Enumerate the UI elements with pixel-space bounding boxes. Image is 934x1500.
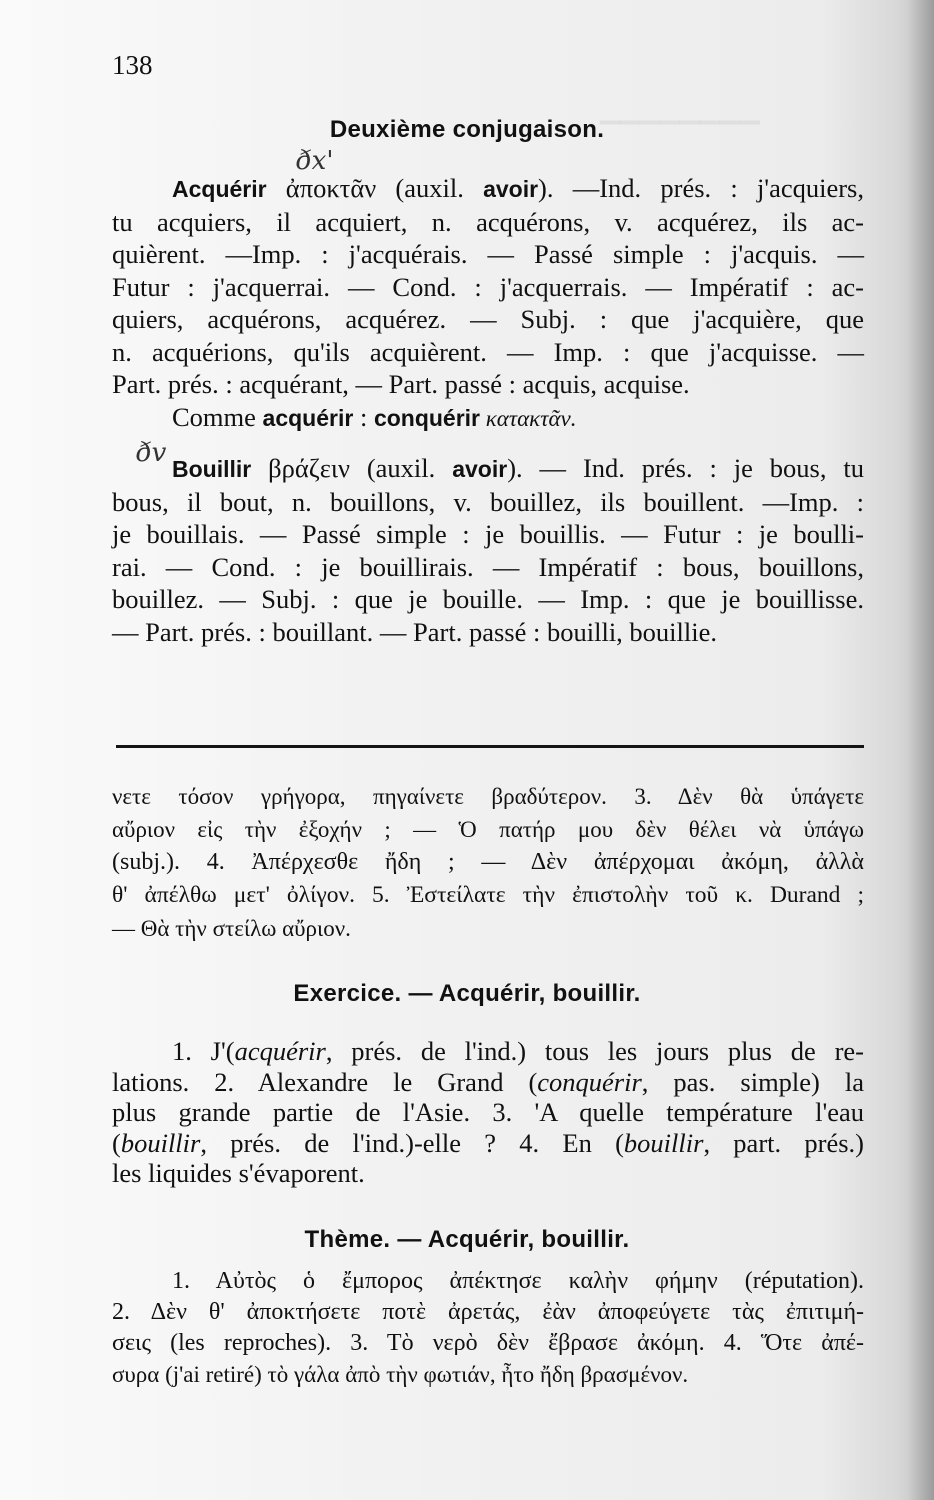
bouillir-line-2: bous, il bout, n. bouillons, v. bouillez, ils bouillent. —Imp. : — [112, 486, 864, 517]
auxiliary-avoir: avoir — [452, 456, 508, 482]
theme-line-3: σεις (les reproches). 3. Τὸ νερὸ δὲν ἔβρασε ἀκόμη. 4. Ὅτε ἀπέ- — [112, 1330, 864, 1356]
acquerir-line-7: Part. prés. : acquérant, — Part. passé : acquis, acquise. — [112, 369, 690, 399]
text-span: , prés. de l'ind.)-elle ? 4. En ( — [200, 1127, 624, 1158]
comme-line — [112, 401, 864, 436]
text-span: conquérir — [373, 404, 481, 431]
bouillir-line-1 — [112, 452, 864, 486]
theme-paragraph — [112, 1266, 864, 1390]
footnote-line-5: — Θὰ τὴν στείλω αὔριον. — [112, 916, 351, 941]
text-span: ). — Ind. prés. : je bous, tu — [507, 453, 864, 483]
text-span: κατακτᾶν. — [480, 405, 577, 431]
text-span: ( — [112, 1127, 121, 1158]
text-span: lations. 2. Alexandre le Grand ( — [112, 1066, 538, 1097]
verb-acquerir: Acquérir — [172, 176, 267, 202]
page-number: 138 — [112, 50, 153, 80]
exercice-line-3: plus grande partie de l'Asie. 3. 'A quelle température l'eau — [112, 1097, 864, 1127]
footnote-line-3: (subj.). 4. Ἀπέρχεσθε ἤδη ; — Δὲν ἀπέρχομαι ἀκόμη, ἀλλὰ — [112, 849, 864, 875]
text-span: bouillir — [120, 1127, 201, 1158]
text-span: acquérir — [262, 404, 354, 431]
exercice-line-4 — [112, 1128, 864, 1159]
footnote-line-2: αὔριον εἰς τὴν ἐξοχήν ; — Ὁ πατήρ μου δὲν θέλει νὰ ὑπάγω — [112, 817, 864, 842]
acquerir-line-3: quièrent. —Imp. : j'acquérais. — Passé simple : j'acquis. — — [112, 239, 864, 269]
handwritten-annotation-mark: ðx' — [296, 146, 334, 176]
handwritten-annotation-mark-2: ðv — [136, 438, 167, 468]
text-span: , prés. de l'ind.) tous les jours plus de re- — [325, 1036, 864, 1066]
acquerir-paragraph — [112, 172, 864, 435]
bouillir-line-4: rai. — Cond. : je bouillirais. — Impératif : bous, bouillons, — [112, 551, 864, 582]
text-span: 1. J'( — [172, 1036, 235, 1066]
acquerir-line-2: tu acquiers, il acquiert, n. acquérons, v. acquérez, ils ac- — [112, 206, 864, 237]
exercice-paragraph — [112, 1036, 864, 1189]
footnote-paragraph — [112, 780, 864, 945]
text-span: conquérir — [537, 1066, 642, 1097]
auxiliary-avoir: avoir — [483, 176, 539, 202]
text-span: ἀποκτᾶν (auxil. — [266, 173, 484, 203]
theme-heading: Thème. — Acquérir, bouillir. — [304, 1226, 630, 1253]
section-heading: Deuxième conjugaison. — [329, 116, 605, 143]
page-edge-shadow — [908, 0, 934, 1500]
exercice-line-5: les liquides s'évaporent. — [112, 1158, 365, 1188]
show-through-shadow: ▁▁▁▁▁▁▁▁ — [600, 95, 760, 124]
exercice-line-2 — [112, 1067, 864, 1098]
text-span: , part. prés.) — [703, 1127, 864, 1158]
verb-bouillir: Bouillir — [172, 456, 252, 482]
exercice-line-1 — [112, 1036, 864, 1067]
text-span: bouillir — [623, 1127, 704, 1158]
text-span: βράζειν (auxil. — [251, 453, 453, 483]
text-span: ). —Ind. prés. : j'acquiers, — [538, 173, 864, 203]
acquerir-line-6: n. acquérions, qu'ils acquièrent. — Imp. : que j'acquisse. — — [112, 336, 864, 367]
bouillir-line-3: je bouillais. — Passé simple : je bouillis. — Futur : je boulli- — [112, 519, 864, 549]
acquerir-line-4: Futur : j'acquerrai. — Cond. : j'acquerrais. — Impératif : ac- — [112, 271, 864, 302]
theme-line-2: 2. Δὲν θ' ἀποκτήσετε ποτὲ ἀρετάς, ἐὰν ἀποφεύγετε τὰς ἐπιτιμή- — [112, 1299, 864, 1325]
acquerir-line-1 — [112, 172, 864, 206]
theme-line-4: συρα (j'ai retiré) τὸ γάλα ἀπὸ τὴν φωτιάν, ἦτο ἤδη βρασμένον. — [112, 1362, 689, 1387]
bouillir-line-6: — Part. prés. : bouillant. — Part. passé : bouilli, bouillie. — [112, 616, 718, 647]
text-span: : — [353, 401, 374, 432]
text-span: Comme — [172, 401, 263, 432]
exercice-heading: Exercice. — Acquérir, bouillir. — [293, 980, 641, 1007]
footnote-line-4: θ' ἀπέλθω μετ' ὀλίγον. 5. Ἐστείλατε τὴν ἐπιστολὴν τοῦ κ. Durand ; — [112, 882, 864, 908]
text-span: , pas. simple) la — [641, 1066, 865, 1097]
theme-line-1: 1. Αὐτὸς ὁ ἔμπορος ἀπέκτησε καλὴν φήμην (réputation). — [172, 1268, 864, 1294]
footnote-divider — [116, 745, 864, 748]
text-span: acquérir — [234, 1036, 326, 1066]
bouillir-line-5: bouillez. — Subj. : que je bouille. — Imp. : que je bouillisse. — [112, 584, 864, 614]
bouillir-paragraph — [112, 452, 864, 648]
acquerir-line-5: quiers, acquérons, acquérez. — Subj. : que j'acquière, que — [112, 304, 864, 334]
footnote-line-1: νετε τόσον γρήγορα, πηγαίνετε βραδύτερον. 3. Δὲν θὰ ὑπάγετε — [112, 784, 864, 809]
